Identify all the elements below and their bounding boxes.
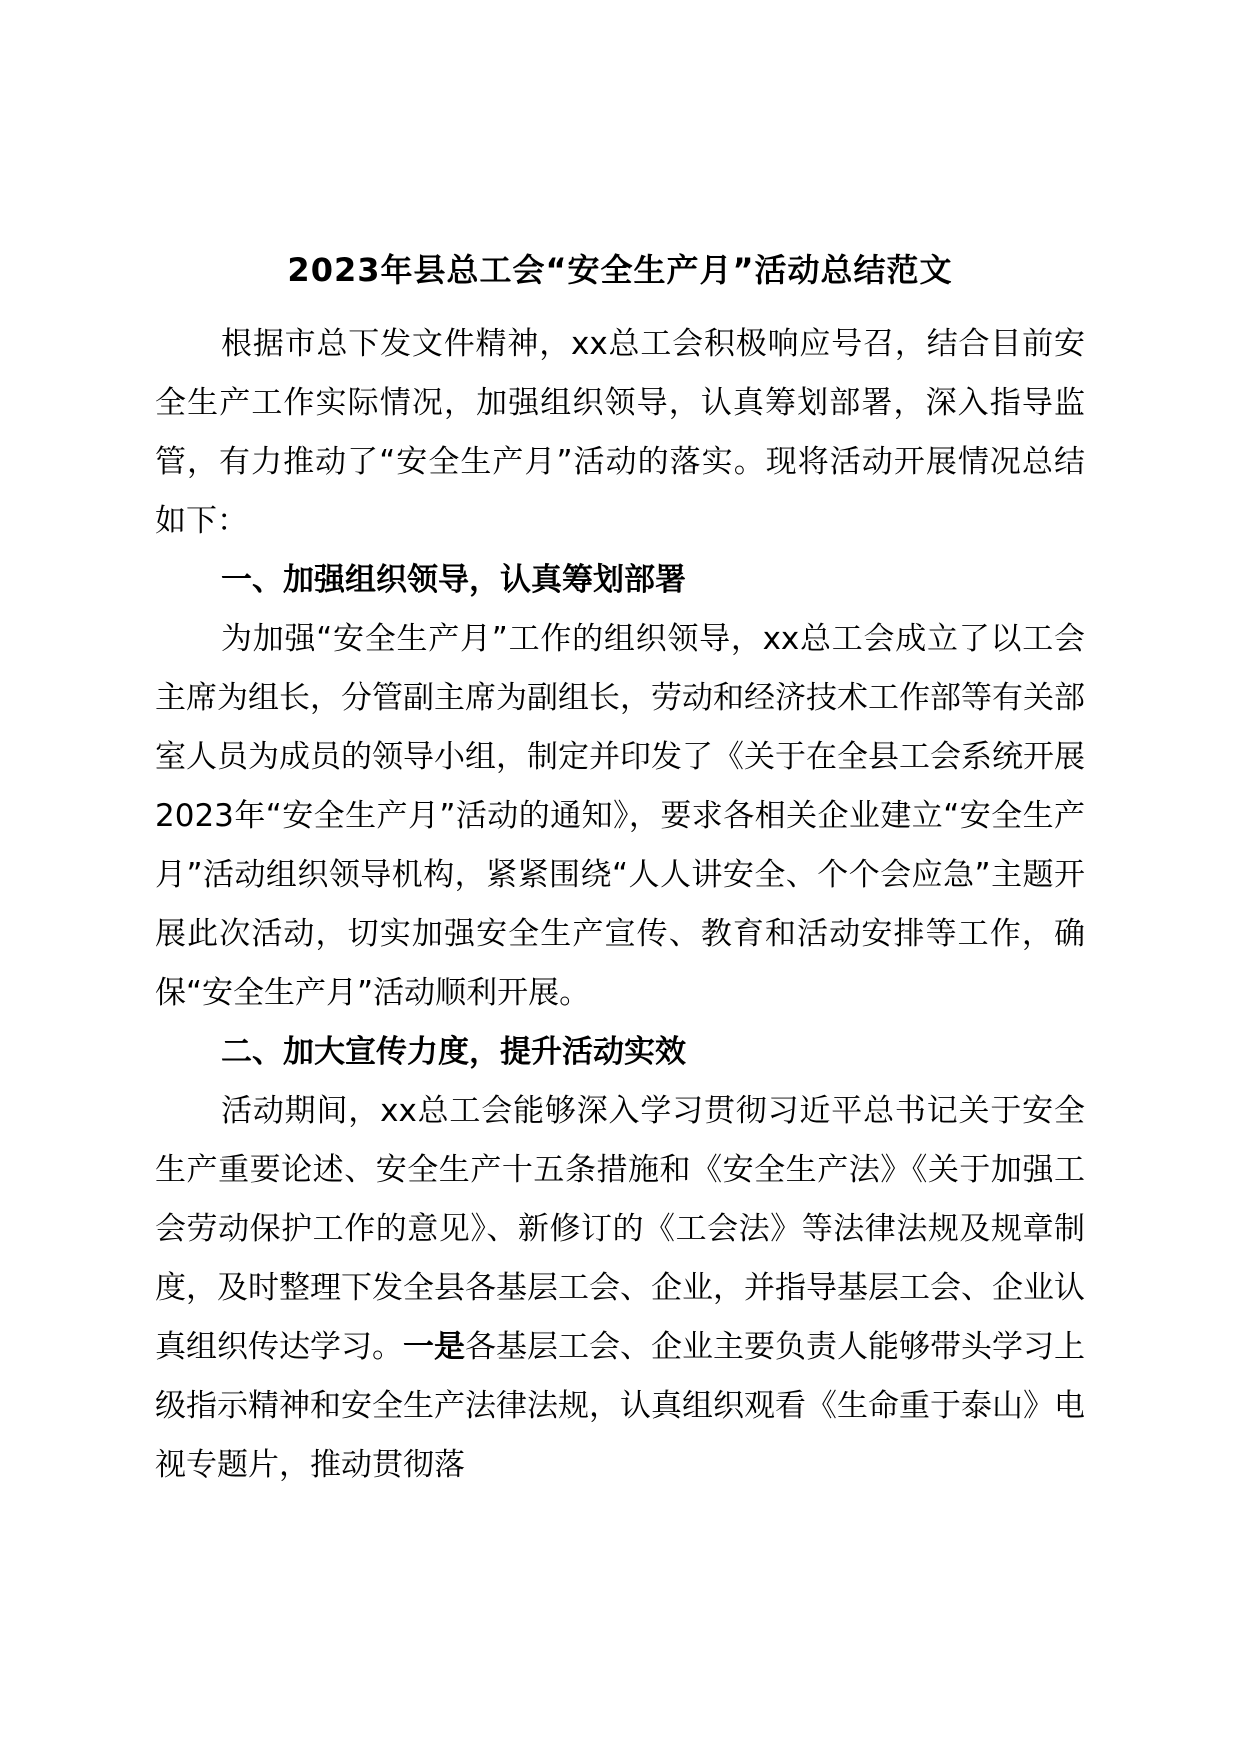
section-2-paragraph <box>155 1082 1085 1495</box>
intro-paragraph: 根据市总下发文件精神，xx总工会积极响应号召，结合目前安全生产工作实际情况，加强组织领导，认真筹划部署，深入指导监管，有力推动了“安全生产月”活动的落实。现将活动开展情况总结如下： <box>155 326 1085 539</box>
section-1-heading: 一、加强组织领导，认真筹划部署 <box>221 562 686 598</box>
section-2-emphasis: 一是 <box>403 1329 465 1365</box>
section-1-paragraph: 为加强“安全生产月”工作的组织领导，xx总工会成立了以工会主席为组长，分管副主席为副组长，劳动和经济技术工作部等有关部室人员为成员的领导小组，制定并印发了《关于在全县工会系统开展2023年“安全生产月”活动的通知》，要求各相关企业建立“安全生产月”活动组织领导机构，紧紧围绕“人人讲安全、个个会应急”主题开展此次活动，切实加强安全生产宣传、教育和活动安排等工作，确保“安全生产月”活动顺利开展。 <box>155 621 1085 1011</box>
section-2-heading: 二、加大宣传力度，提升活动实效 <box>221 1034 686 1070</box>
document-content <box>155 243 1085 1495</box>
document-title: 2023年县总工会“安全生产月”活动总结范文 <box>287 251 953 289</box>
section-2-text-part1: 活动期间，xx总工会能够深入学习贯彻习近平总书记关于安全生产重要论述、安全生产十五条措施和《安全生产法》《关于加强工会劳动保护工作的意见》、新修订的《工会法》等法律法规及规章制度，及时整理下发全县各基层工会、企业，并指导基层工会、企业认真组织传达学习。 <box>155 1093 1085 1365</box>
section-2-text-part2: 各基层工会、企业主要负责人能够带头学习上级指示精神和安全生产法律法规，认真组织观看《生命重于泰山》电视专题片，推动贯彻落 <box>155 1329 1085 1483</box>
